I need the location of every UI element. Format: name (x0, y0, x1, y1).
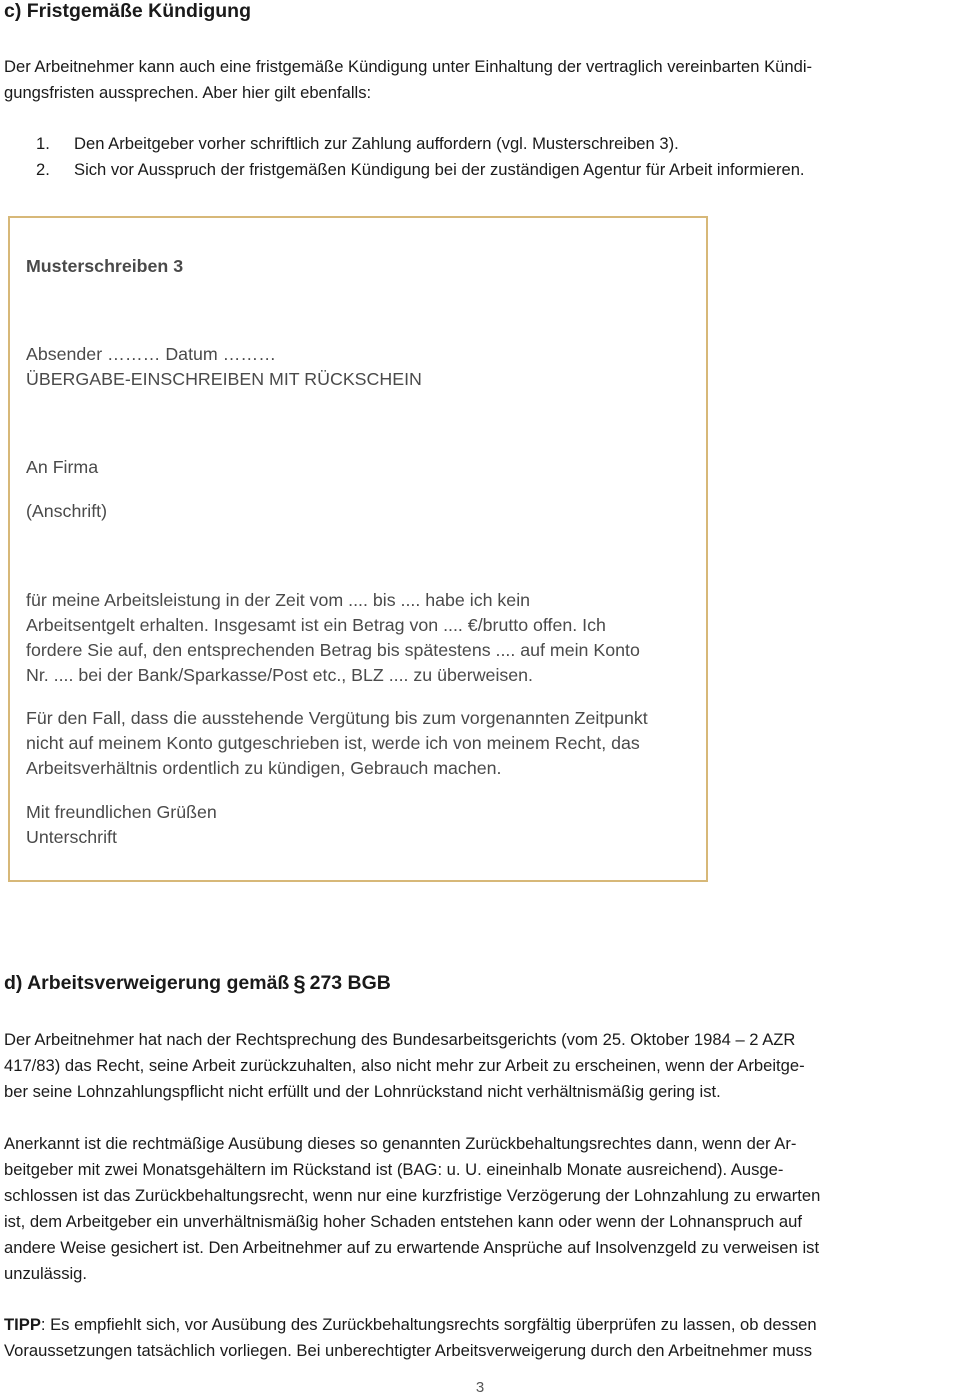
page-number: 3 (475, 1379, 485, 1396)
letter-body-line: Arbeitsentgelt erhalten. Insgesamt ist ein Betrag von .... €/brutto offen. Ich (26, 615, 606, 635)
section-d-p2-line: unzulässig. (4, 1264, 88, 1283)
letter-title: Musterschreiben 3 (26, 256, 184, 276)
list-item-text: Den Arbeitgeber vorher schriftlich zur Zahlung auffordern (vgl. Musterschreiben 3). (74, 134, 679, 153)
section-d-p2-line: schlossen ist das Zurückbehaltungsrecht, wenn nur eine kurzfristige Verzögerung der Lohnzahlung zu erwarten (4, 1186, 821, 1205)
list-item (36, 157, 805, 183)
list-item-number: 1. (36, 134, 50, 153)
letter-body-line: Für den Fall, dass die ausstehende Vergütung bis zum vorgenannten Zeitpunkt (26, 708, 648, 728)
section-d-p2-line: andere Weise gesichert ist. Den Arbeitnehmer auf zu erwartende Ansprüche auf Insolvenzgeld zu verweisen ist (4, 1238, 820, 1257)
letter-signature: Unterschrift (26, 827, 117, 847)
tip-line-1 (4, 1312, 958, 1338)
letter-body-line: für meine Arbeitsleistung in der Zeit vom .... bis .... habe ich kein (26, 590, 531, 610)
section-c-heading: c) Fristgemäße Kündigung (4, 0, 252, 22)
list-item (36, 131, 679, 157)
section-d-p1-line: Der Arbeitnehmer hat nach der Rechtsprechung des Bundesarbeitsgerichts (vom 25. Oktober 1984 – 2 AZR (4, 1030, 796, 1049)
letter-delivery-line: ÜBERGABE-EINSCHREIBEN MIT RÜCKSCHEIN (26, 369, 422, 389)
letter-recipient: An Firma (26, 457, 99, 477)
section-d-p2-line: Anerkannt ist die rechtmäßige Ausübung dieses so genannten Zurückbehaltungsrechtes dann, wenn der Ar- (4, 1134, 797, 1153)
tip-line-2: Voraussetzungen tatsächlich vorliegen. Bei unberechtigter Arbeitsverweigerung durch den Arbeitnehmer muss (4, 1341, 813, 1360)
section-d-heading-law: 273 BGB (309, 972, 391, 994)
section-c-intro-line-2: gungsfristen aussprechen. Aber hier gilt ebenfalls: (4, 83, 372, 102)
section-d-p1-line: ber seine Lohnzahlungspflicht nicht erfüllt und der Lohnrückstand nicht verhältnismäßig gering ist. (4, 1082, 721, 1101)
list-item-number: 2. (36, 160, 50, 179)
letter-body-line: nicht auf meinem Konto gutgeschrieben ist, werde ich von meinem Recht, das (26, 733, 640, 753)
tip-text: : Es empfiehlt sich, vor Ausübung des Zurückbehaltungsrechts sorgfältig überprüfen zu lassen, ob dessen (40, 1315, 817, 1334)
letter-closing: Mit freundlichen Grüßen (26, 802, 217, 822)
sample-letter-box (8, 216, 708, 882)
section-d-p2-line: beitgeber mit zwei Monatsgehältern im Rückstand ist (BAG: u. U. eineinhalb Monate ausreichend). Ausge- (4, 1160, 784, 1179)
letter-address: (Anschrift) (26, 501, 108, 521)
letter-sender-line: Absender ……… Datum ……… (26, 344, 276, 364)
section-d-p2-line: ist, dem Arbeitgeber ein unverhältnismäßig hoher Schaden entstehen kann oder wenn der Lohnanspruch auf (4, 1212, 802, 1231)
list-item-text: Sich vor Ausspruch der fristgemäßen Kündigung bei der zuständigen Agentur für Arbeit informieren. (74, 160, 805, 179)
letter-body-line: fordere Sie auf, den entsprechenden Betrag bis spätestens .... auf mein Konto (26, 640, 640, 660)
section-d-heading (4, 971, 391, 997)
section-d-p1-line: 417/83) das Recht, seine Arbeit zurückzuhalten, also nicht mehr zur Arbeit zu erscheinen, wenn der Arbeitge- (4, 1056, 805, 1075)
paragraph-sign: § (293, 971, 306, 996)
letter-body-line: Arbeitsverhältnis ordentlich zu kündigen, Gebrauch machen. (26, 758, 502, 778)
letter-body-line: Nr. .... bei der Bank/Sparkasse/Post etc., BLZ .... zu überweisen. (26, 665, 533, 685)
section-c-intro-line-1: Der Arbeitnehmer kann auch eine fristgemäße Kündigung unter Einhaltung der vertraglich vereinbarten Kündi- (4, 57, 813, 76)
section-d-heading-text: d) Arbeitsverweigerung gemäß (4, 972, 290, 994)
tip-label: TIPP (4, 1315, 41, 1334)
